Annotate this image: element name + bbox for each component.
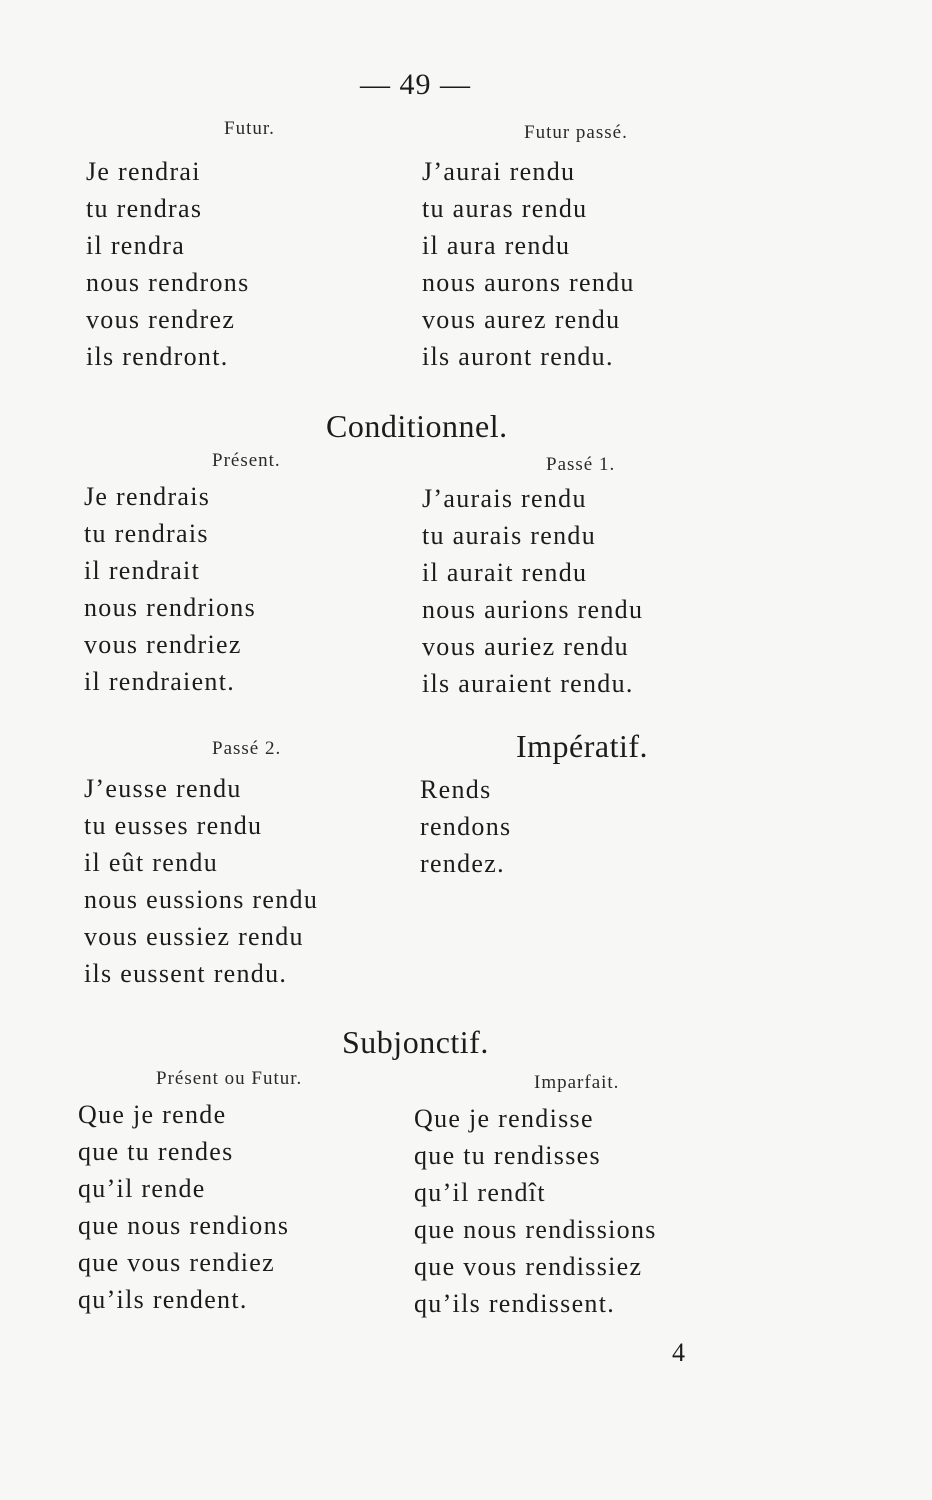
- conjugation-line: que tu rendes: [78, 1137, 234, 1166]
- conjugation-line: ils auraient rendu.: [422, 669, 634, 698]
- conjugation-line: J’aurais rendu: [422, 484, 587, 513]
- conjugation-line: nous eussions rendu: [84, 885, 319, 914]
- page-number: — 49 —: [360, 68, 471, 101]
- futur-passe-column: [422, 153, 635, 375]
- imperatif-column: [420, 771, 511, 882]
- conditionnel-passe1-column: [422, 480, 643, 702]
- conjugation-line: que nous rendions: [78, 1211, 290, 1240]
- conjugation-line: rendons: [420, 812, 512, 841]
- conjugation-line: Je rendrais: [84, 482, 211, 511]
- signature-mark: 4: [672, 1338, 685, 1367]
- conjugation-line: nous rendrions: [84, 593, 257, 622]
- conjugation-line: qu’il rende: [78, 1174, 206, 1203]
- futur-passe-label: Futur passé.: [524, 122, 628, 143]
- conjugation-line: nous rendrons: [86, 268, 250, 297]
- conjugation-line: J’aurai rendu: [422, 157, 576, 186]
- conjugation-line: Rends: [420, 775, 492, 804]
- conditionnel-passe2-column: [84, 770, 318, 992]
- conjugation-line: vous eussiez rendu: [84, 922, 304, 951]
- conjugation-line: il eût rendu: [84, 848, 219, 877]
- conditionnel-present-column: [84, 478, 256, 700]
- conjugation-line: nous aurions rendu: [422, 595, 644, 624]
- conjugation-line: vous auriez rendu: [422, 632, 629, 661]
- conjugation-line: tu aurais rendu: [422, 521, 597, 550]
- conjugation-line: vous aurez rendu: [422, 305, 621, 334]
- conjugation-line: il rendraient.: [84, 667, 236, 696]
- conjugation-line: vous rendriez: [84, 630, 242, 659]
- conjugation-line: que nous rendissions: [414, 1215, 657, 1244]
- conjugation-line: tu eusses rendu: [84, 811, 263, 840]
- conditionnel-heading: Conditionnel.: [326, 408, 508, 444]
- subjonctif-present-label: Présent ou Futur.: [156, 1068, 303, 1089]
- conjugation-line: qu’ils rendent.: [78, 1285, 248, 1314]
- conjugation-line: vous rendrez: [86, 305, 236, 334]
- conjugation-line: rendez.: [420, 849, 505, 878]
- conditionnel-present-label: Présent.: [212, 450, 281, 471]
- conjugation-line: nous aurons rendu: [422, 268, 635, 297]
- futur-column: [86, 153, 250, 375]
- conjugation-line: que vous rendiez: [78, 1248, 275, 1277]
- subjonctif-present-column: [78, 1096, 289, 1318]
- conjugation-line: J’eusse rendu: [84, 774, 242, 803]
- subjonctif-imparfait-column: [414, 1100, 657, 1322]
- conjugation-line: Je rendrai: [86, 157, 201, 186]
- conjugation-line: il rendra: [86, 231, 186, 260]
- conjugation-line: tu rendrais: [84, 519, 209, 548]
- conjugation-line: il aura rendu: [422, 231, 571, 260]
- conjugation-line: il aurait rendu: [422, 558, 588, 587]
- futur-label: Futur.: [224, 118, 275, 139]
- conditionnel-passe1-label: Passé 1.: [546, 454, 616, 475]
- conjugation-line: Que je rende: [78, 1100, 227, 1129]
- conjugation-line: il rendrait: [84, 556, 201, 585]
- conjugation-line: ils eussent rendu.: [84, 959, 288, 988]
- conjugation-line: ils rendront.: [86, 342, 229, 371]
- conjugation-line: que tu rendisses: [414, 1141, 601, 1170]
- subjonctif-imparfait-label: Imparfait.: [534, 1072, 620, 1093]
- imperatif-heading: Impératif.: [516, 728, 649, 764]
- conjugation-line: tu rendras: [86, 194, 203, 223]
- conditionnel-passe2-label: Passé 2.: [212, 738, 282, 759]
- conjugation-line: ils auront rendu.: [422, 342, 614, 371]
- conjugation-line: qu’il rendît: [414, 1178, 546, 1207]
- conjugation-line: que vous rendissiez: [414, 1252, 643, 1281]
- subjonctif-heading: Subjonctif.: [342, 1024, 489, 1060]
- conjugation-line: Que je rendisse: [414, 1104, 594, 1133]
- conjugation-line: tu auras rendu: [422, 194, 588, 223]
- conjugation-line: qu’ils rendissent.: [414, 1289, 616, 1318]
